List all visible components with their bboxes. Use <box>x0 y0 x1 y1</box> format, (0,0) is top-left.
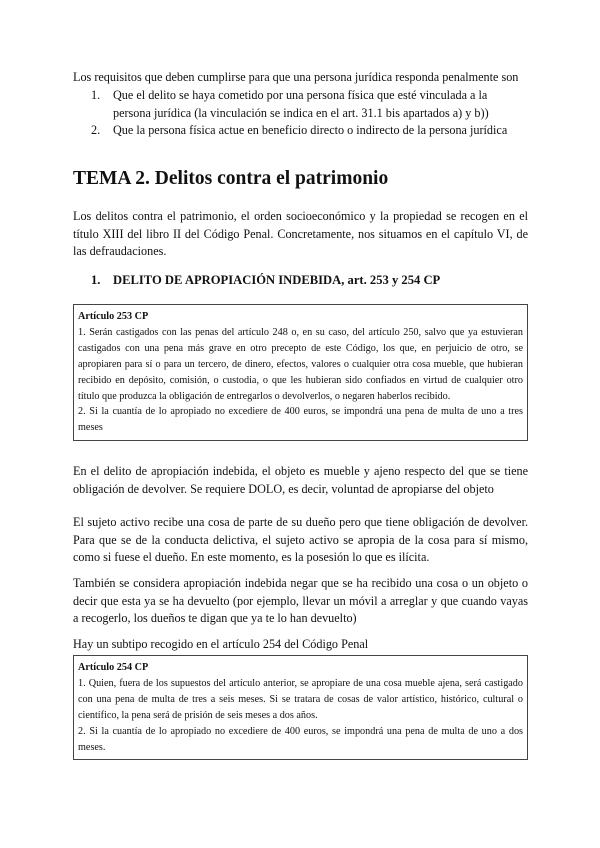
article-254-box <box>73 655 528 760</box>
list-item <box>73 122 528 140</box>
requirements-list <box>73 87 528 140</box>
list-number: 1. <box>91 88 101 102</box>
tema-intro: Los delitos contra el patrimonio, el orden socioeconómico y la propiedad se recogen en el título XIII del libro II del Código Penal. Concretamente, nos situamos en el capítulo VI, de las defraudaciones. <box>73 209 528 259</box>
article-254-paragraph-1: 1. Quien, fuera de los supuestos del artículo anterior, se apropiare de una cosa mueble ajena, será castigado con una pena de multa de tres a seis meses. Si se tratara de cosas de valor artístico, histórico, cultural o científico, la pena será de prisión de seis meses a dos años. <box>78 677 523 721</box>
article-253-paragraph-2: 2. Si la cuantía de lo apropiado no excediere de 400 euros, se impondrá una pena de multa de uno a tres meses <box>78 406 523 434</box>
list-item <box>73 87 528 122</box>
article-254-paragraph-2: 2. Si la cuantía de lo apropiado no excediere de 400 euros, se impondrá una pena de multa de uno a dos meses. <box>78 725 523 753</box>
section-title: DELITO DE APROPIACIÓN INDEBIDA, art. 253 y 254 CP <box>113 273 441 287</box>
intro-text: Los requisitos que deben cumplirse para que una persona jurídica responda penalmente son <box>73 70 519 84</box>
section-number: 1. <box>91 273 101 287</box>
list-item-text: Que la persona física actue en beneficio directo o indirecto de la persona jurídica <box>113 123 508 138</box>
article-254-title: Artículo 254 CP <box>78 662 149 673</box>
list-number: 2. <box>91 123 101 138</box>
list-item-text: Que el delito se haya cometido por una persona física que esté vinculada a la persona jurídica (la vinculación se indica en el art. 31.1 bis apartados a) y b)) <box>113 88 489 120</box>
article-253-title: Artículo 253 CP <box>78 311 149 322</box>
subtipo-paragraph: Hay un subtipo recogido en el artículo 254 del Código Penal <box>73 637 369 651</box>
objeto-paragraph: En el delito de apropiación indebida, el objeto es mueble y ajeno respecto del que se tiene obligación de devolver. Se requiere DOLO, es decir, voluntad de apropiarse del objeto <box>73 464 528 496</box>
sujeto-paragraph: El sujeto activo recibe una cosa de parte de su dueño pero que tiene obligación de devolver. Para que se de la conducta delictiva, el sujeto activo se apropia de la cosa para sí mismo, como si fuese el dueño. En este momento, es la posesión lo que es ilícita. <box>73 515 528 565</box>
tambien-paragraph: También se considera apropiación indebida negar que se ha recibido una cosa o un objeto o decir que esta ya se ha devuelto (por ejemplo, llevar un móvil a arreglar y que cuando vayas a recogerlo, los dueños te digan que ya te lo han devuelto) <box>73 576 528 626</box>
article-253-box <box>73 304 528 441</box>
tema-heading: TEMA 2. Delitos contra el patrimonio <box>73 168 389 189</box>
section-heading <box>73 271 528 289</box>
article-253-paragraph-1: 1. Serán castigados con las penas del artículo 248 o, en su caso, del artículo 250, salvo que ya estuvieran castigados con una pena más grave en otro precepto de este Código, los que, en perjuicio de otro, se apropiaren para sí o para un tercero, de dinero, efectos, valores o cualquier otra cosa mueble, que hubieran recibido en depósito, comisión, o custodia, o que les hubieran sido confiados en virtud de cualquier otro título que produzca la obligación de entregarlos o devolverlos, o negaren haberlos recibido. <box>78 326 523 402</box>
